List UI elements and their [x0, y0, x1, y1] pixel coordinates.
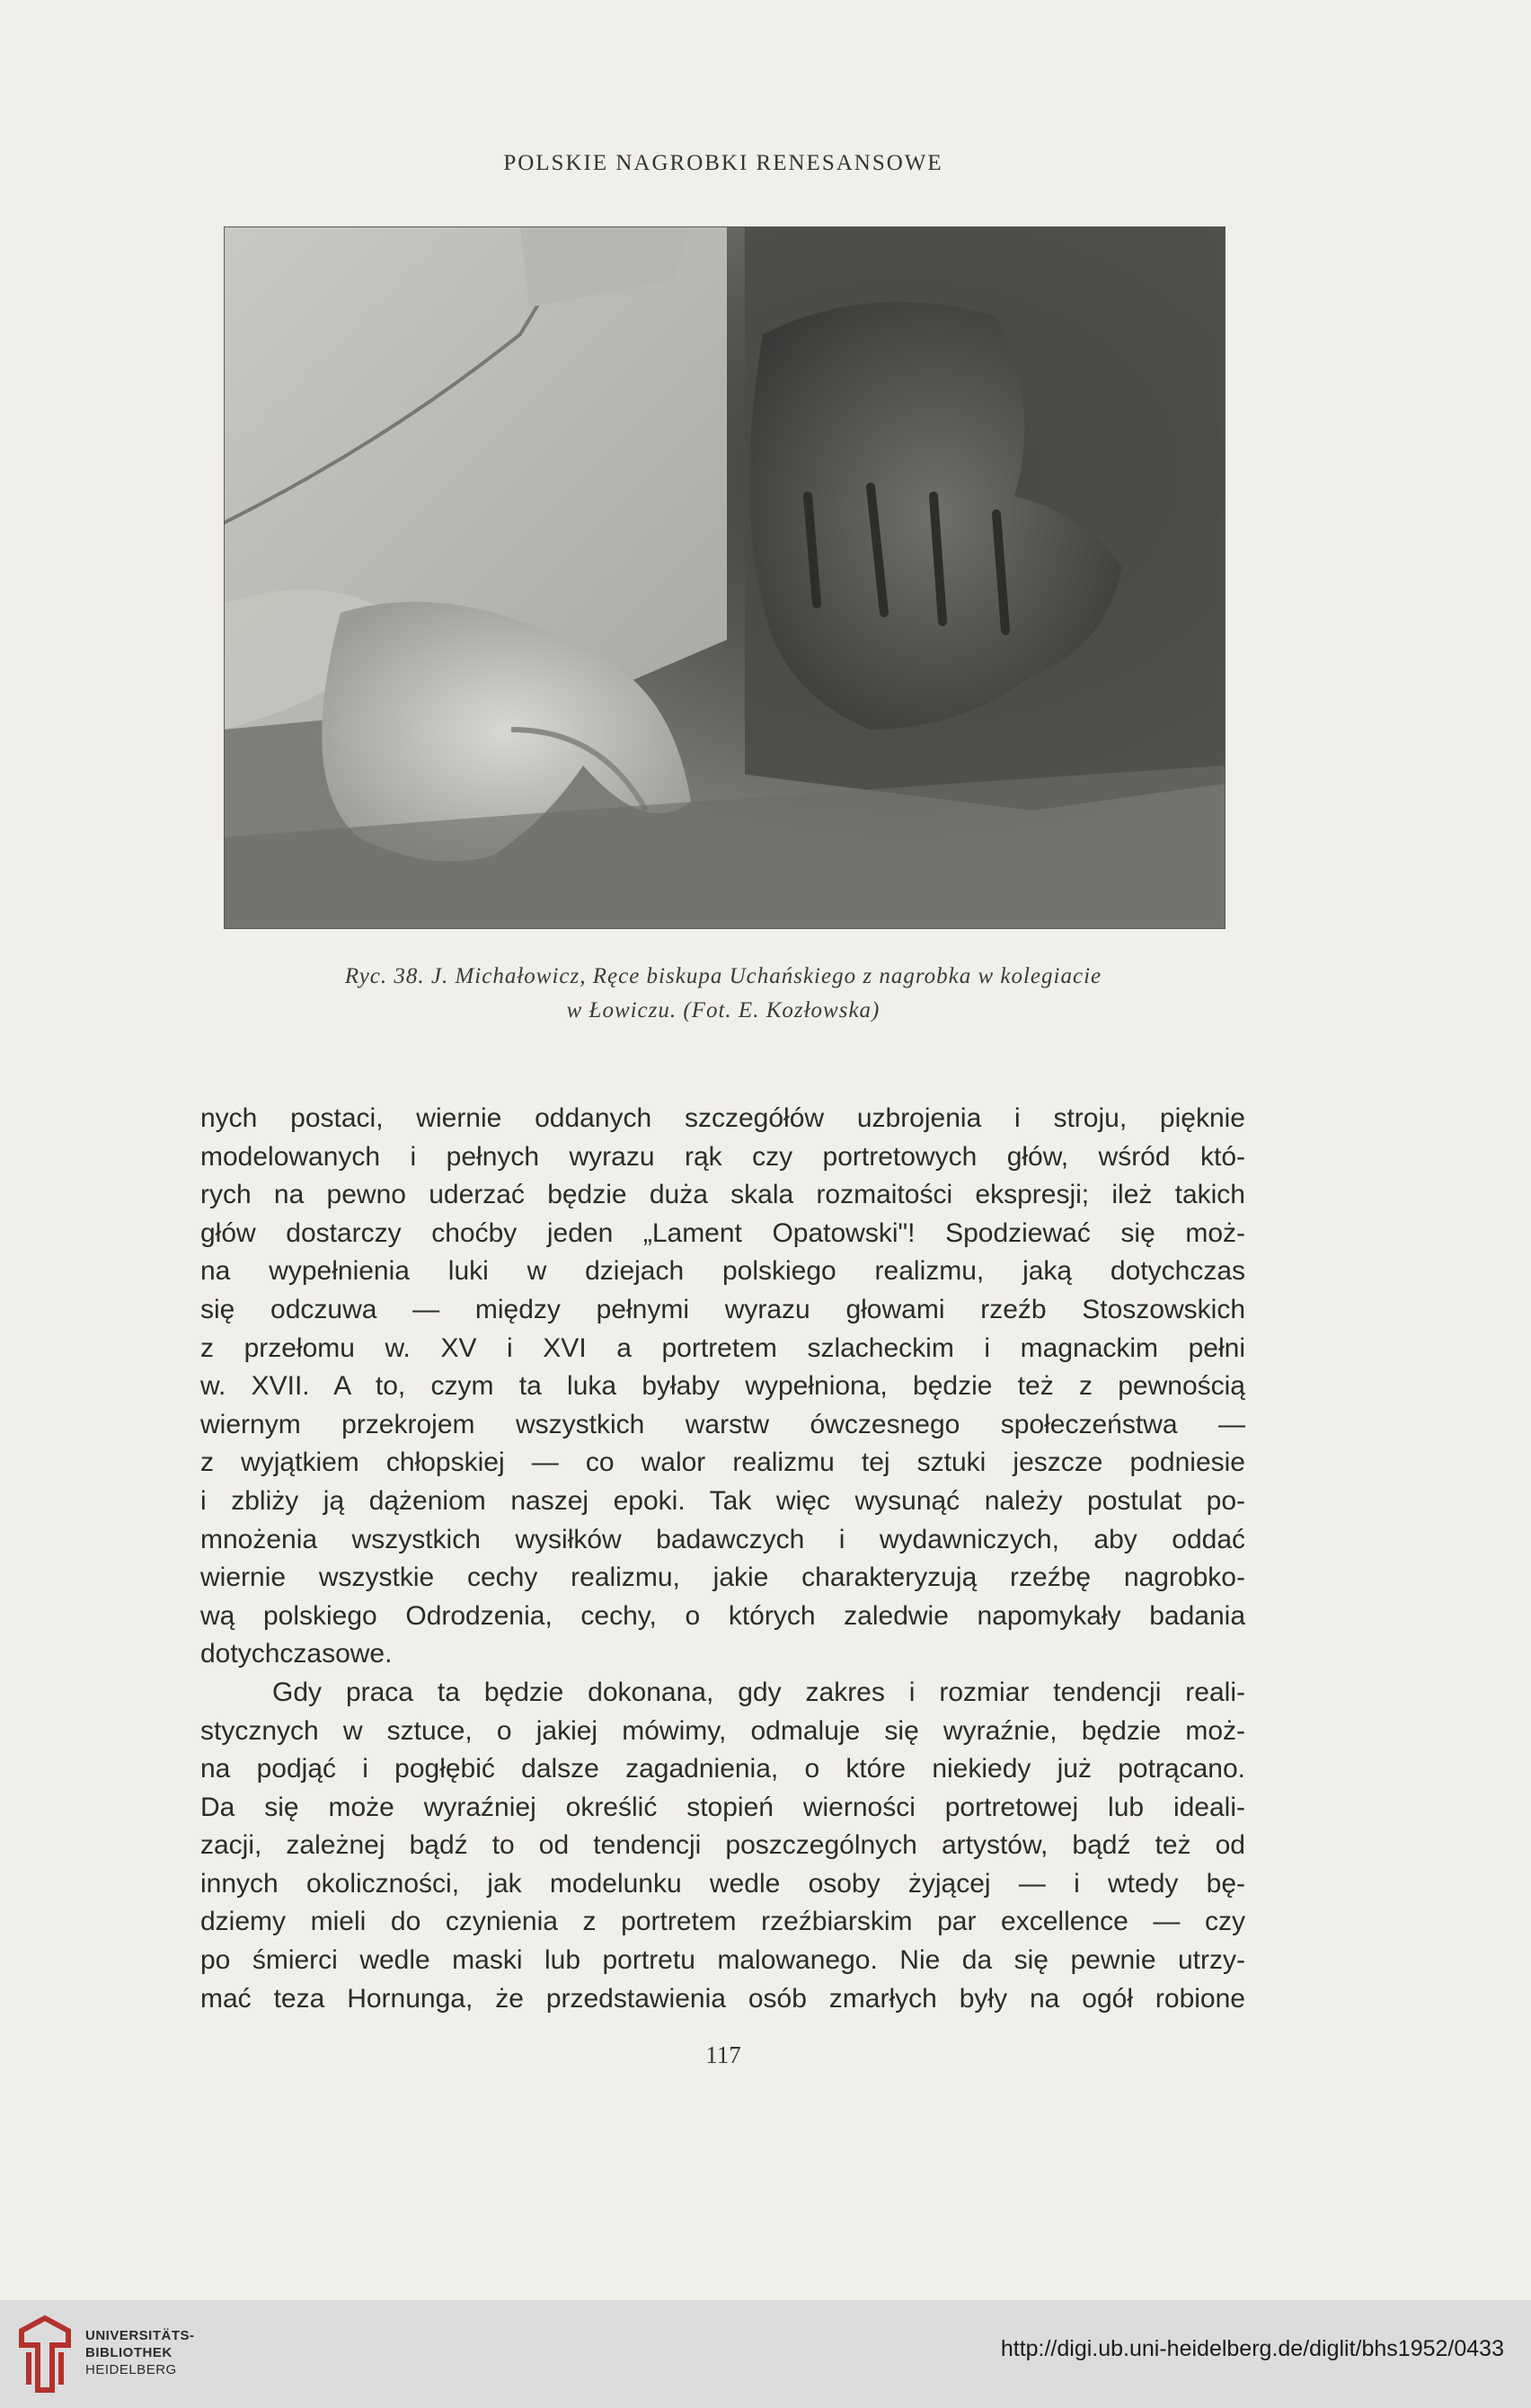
footer-bar	[0, 2300, 1531, 2408]
caption-line-1: Ryc. 38. J. Michałowicz, Ręce biskupa Uchańskiego z nagrobka w kolegiacie	[344, 964, 1102, 988]
text-line: w. XVII. A to, czym ta luka byłaby wypełniona, będzie też z pewnością	[200, 1371, 1245, 1402]
text-line: z wyjątkiem chłopskiej — co walor realizmu tej sztuki jeszcze podniesie	[200, 1447, 1245, 1478]
text-line: mnożenia wszystkich wysiłków badawczych i wydawniczych, aby oddać	[200, 1524, 1245, 1554]
text-line: dotychczasowe.	[200, 1639, 393, 1669]
hands-sculpture-photo	[224, 226, 1226, 929]
library-name-line-1: UNIVERSITÄTS-	[85, 2328, 195, 2343]
text-line: głów dostarczy choćby jeden „Lament Opatowski"! Spodziewać się moż-	[200, 1217, 1245, 1248]
text-line: na podjąć i pogłębić dalsze zagadnienia, o które niekiedy już potrącano.	[200, 1754, 1245, 1784]
body-text	[200, 1100, 1245, 2018]
text-line: wiernie wszystkie cechy realizmu, jakie charakteryzują rzeźbę nagrobko-	[200, 1563, 1245, 1593]
text-line: i zbliży ją dążeniom naszej epoki. Tak więc wysunąć należy postulat po-	[200, 1485, 1245, 1516]
caption-line-2: w Łowiczu. (Fot. E. Kozłowska)	[566, 998, 881, 1023]
figure-caption	[216, 960, 1231, 1028]
library-name	[85, 2327, 195, 2378]
text-line: stycznych w sztuce, o jakiej mówimy, odmaluje się wyraźnie, będzie moż-	[200, 1715, 1245, 1746]
text-line: innych okoliczności, jak modelunku wedle osoby żyjącej — i wtedy bę-	[200, 1868, 1245, 1899]
figure-photo	[224, 226, 1226, 929]
library-name-line-3: HEIDELBERG	[85, 2362, 177, 2377]
running-head: POLSKIE NAGROBKI RENESANSOWE	[503, 151, 943, 175]
text-line-paragraph-start: Gdy praca ta będzie dokonana, gdy zakres i rozmiar tendencji reali-	[272, 1677, 1245, 1707]
text-line: Da się może wyraźniej określić stopień wierności portretowej lub ideali-	[200, 1792, 1245, 1822]
source-url-link[interactable]: http://digi.ub.uni-heidelberg.de/diglit/bhs1952/0433	[1000, 2336, 1504, 2361]
text-line: się odczuwa — między pełnymi wyrazu głowami rzeźb Stoszowskich	[200, 1294, 1245, 1324]
text-line: rych na pewno uderzać będzie duża skala rozmaitości ekspresji; ileż takich	[200, 1180, 1245, 1210]
text-line: nych postaci, wiernie oddanych szczegółów uzbrojenia i stroju, pięknie	[200, 1103, 1245, 1133]
text-line: z przełomu w. XV i XVI a portretem szlacheckim i magnackim pełni	[200, 1332, 1245, 1363]
library-logo-icon	[14, 2313, 75, 2395]
library-name-line-2: BIBLIOTHEK	[85, 2345, 173, 2360]
text-line: zacji, zależnej bądź to od tendencji poszczególnych artystów, bądź też od	[200, 1830, 1245, 1861]
text-line: modelowanych i pełnych wyrazu rąk czy portretowych głów, wśród któ-	[200, 1141, 1245, 1172]
page-number: 117	[705, 2041, 741, 2068]
text-line: mać teza Hornunga, że przedstawienia osób zmarłych były na ogół robione	[200, 1983, 1245, 2014]
text-line: po śmierci wedle maski lub portretu malowanego. Nie da się pewnie utrzy-	[200, 1945, 1245, 1976]
text-line: dziemy mieli do czynienia z portretem rzeźbiarskim par excellence — czy	[200, 1907, 1245, 1937]
text-line: wiernym przekrojem wszystkich warstw ówczesnego społeczeństwa —	[200, 1409, 1245, 1439]
text-line: na wypełnienia luki w dziejach polskiego realizmu, jaką dotychczas	[200, 1256, 1245, 1287]
text-line: wą polskiego Odrodzenia, cechy, o których zaledwie napomykały badania	[200, 1600, 1245, 1631]
